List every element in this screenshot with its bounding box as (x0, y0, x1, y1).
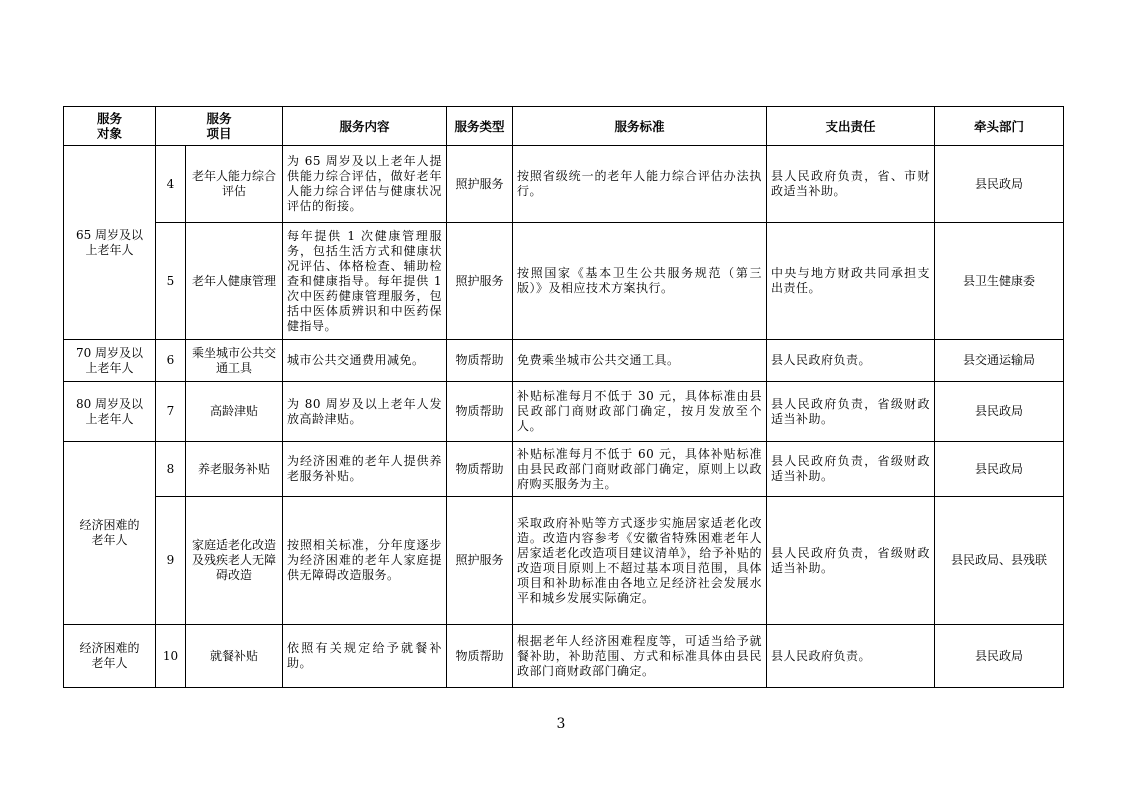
expense-responsibility: 中央与地方财政共同承担支出责任。 (767, 223, 935, 340)
expense-responsibility: 县人民政府负责，省级财政适当补助。 (767, 442, 935, 497)
service-standard: 免费乘坐城市公共交通工具。 (513, 340, 767, 382)
lead-department: 县民政局、县残联 (935, 497, 1064, 625)
target-group: 80 周岁及以上老年人 (64, 382, 156, 442)
service-content: 城市公共交通费用减免。 (283, 340, 447, 382)
header-dept: 牵头部门 (935, 107, 1064, 146)
header-row (64, 107, 1064, 146)
service-content: 按照相关标准，分年度逐步为经济困难的老年人家庭提供无障碍改造服务。 (283, 497, 447, 625)
service-item: 乘坐城市公共交通工具 (186, 340, 283, 382)
service-type: 物质帮助 (447, 382, 513, 442)
service-content: 为 65 周岁及以上老年人提供能力综合评估，做好老年人能力综合评估与健康状况评估的衔接。 (283, 146, 447, 223)
service-type: 照护服务 (447, 497, 513, 625)
table-row (64, 497, 1064, 625)
service-item: 老年人能力综合评估 (186, 146, 283, 223)
service-standard: 补贴标准每月不低于 30 元，具体标准由县民政部门商财政部门确定，按月发放至个人。 (513, 382, 767, 442)
row-number: 10 (156, 625, 186, 688)
service-type: 照护服务 (447, 223, 513, 340)
lead-department: 县民政局 (935, 146, 1064, 223)
service-content: 依照有关规定给予就餐补助。 (283, 625, 447, 688)
services-table (63, 106, 1064, 688)
service-type: 物质帮助 (447, 625, 513, 688)
table-row (64, 146, 1064, 223)
row-number: 6 (156, 340, 186, 382)
lead-department: 县民政局 (935, 442, 1064, 497)
service-standard: 采取政府补贴等方式逐步实施居家适老化改造。改造内容参考《安徽省特殊困难老年人居家适老化改造项目建议清单》，给予补贴的改造项目原则上不超过基本项目范围，具体项目和补助标准由各地立足经济社会发展水平和城乡发展实际确定。 (513, 497, 767, 625)
service-standard: 补贴标准每月不低于 60 元，具体补贴标准由县民政部门商财政部门确定，原则上以政府购买服务为主。 (513, 442, 767, 497)
row-number: 5 (156, 223, 186, 340)
service-standard: 按照国家《基本卫生公共服务规范（第三版）》及相应技术方案执行。 (513, 223, 767, 340)
service-content: 每年提供 1 次健康管理服务，包括生活方式和健康状况评估、体格检查、辅助检查和健康指导。每年提供 1 次中医药健康管理服务，包括中医体质辨识和中医药保健指导。 (283, 223, 447, 340)
table-row (64, 442, 1064, 497)
service-type: 物质帮助 (447, 442, 513, 497)
row-number: 4 (156, 146, 186, 223)
service-standard: 根据老年人经济困难程度等，可适当给予就餐补助，补助范围、方式和标准具体由县民政部门商财政部门确定。 (513, 625, 767, 688)
service-content: 为 80 周岁及以上老年人发放高龄津贴。 (283, 382, 447, 442)
lead-department: 县卫生健康委 (935, 223, 1064, 340)
header-expense: 支出责任 (767, 107, 935, 146)
service-item: 就餐补贴 (186, 625, 283, 688)
target-group: 经济困难的老年人 (64, 442, 156, 625)
header-type: 服务类型 (447, 107, 513, 146)
table-row (64, 223, 1064, 340)
table-row (64, 625, 1064, 688)
service-type: 物质帮助 (447, 340, 513, 382)
service-item: 高龄津贴 (186, 382, 283, 442)
header-standard: 服务标准 (513, 107, 767, 146)
expense-responsibility: 县人民政府负责。 (767, 625, 935, 688)
service-type: 照护服务 (447, 146, 513, 223)
target-group: 70 周岁及以上老年人 (64, 340, 156, 382)
lead-department: 县民政局 (935, 625, 1064, 688)
header-target: 服务 对象 (64, 107, 156, 146)
table-row (64, 340, 1064, 382)
service-item: 养老服务补贴 (186, 442, 283, 497)
row-number: 7 (156, 382, 186, 442)
expense-responsibility: 县人民政府负责，省、市财政适当补助。 (767, 146, 935, 223)
header-content: 服务内容 (283, 107, 447, 146)
target-group: 65 周岁及以上老年人 (64, 146, 156, 340)
service-item: 老年人健康管理 (186, 223, 283, 340)
lead-department: 县交通运输局 (935, 340, 1064, 382)
lead-department: 县民政局 (935, 382, 1064, 442)
target-group: 经济困难的老年人 (64, 625, 156, 688)
expense-responsibility: 县人民政府负责。 (767, 340, 935, 382)
header-item: 服务 项目 (156, 107, 283, 146)
service-standard: 按照省级统一的老年人能力综合评估办法执行。 (513, 146, 767, 223)
expense-responsibility: 县人民政府负责，省级财政适当补助。 (767, 382, 935, 442)
row-number: 9 (156, 497, 186, 625)
service-item: 家庭适老化改造及残疾老人无障碍改造 (186, 497, 283, 625)
table-row (64, 382, 1064, 442)
service-content: 为经济困难的老年人提供养老服务补贴。 (283, 442, 447, 497)
expense-responsibility: 县人民政府负责，省级财政适当补助。 (767, 497, 935, 625)
row-number: 8 (156, 442, 186, 497)
page-number: 3 (556, 716, 566, 732)
